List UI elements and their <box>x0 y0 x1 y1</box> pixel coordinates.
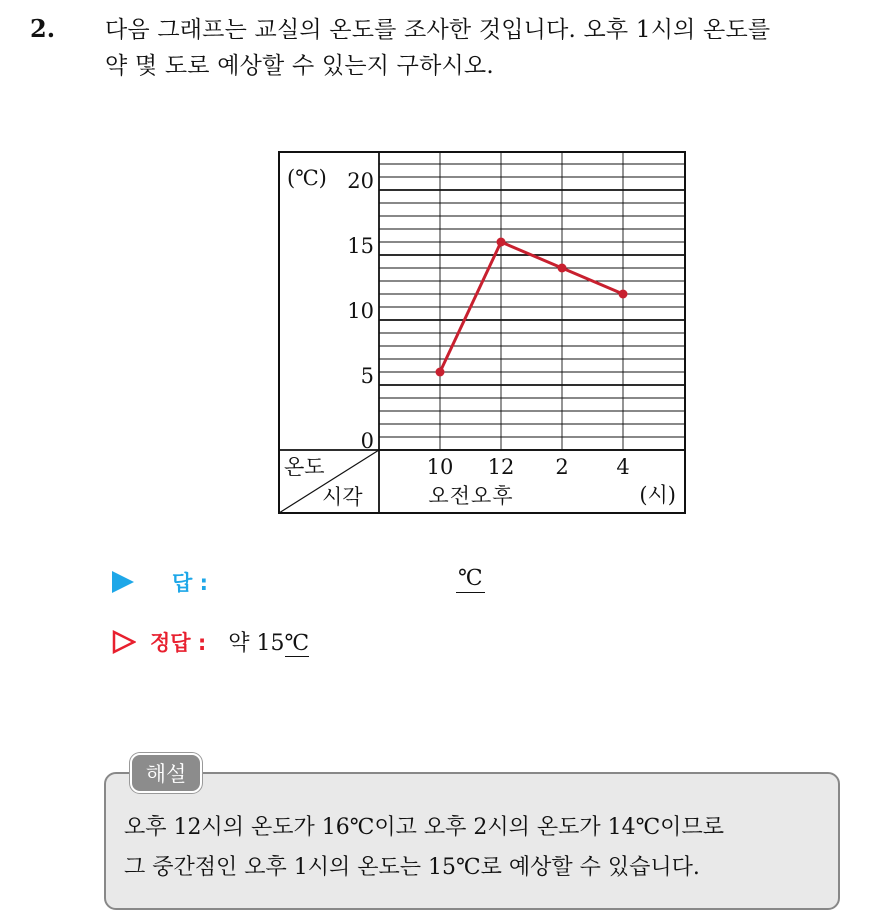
y-tick-label: 5 <box>360 364 374 388</box>
data-point <box>619 290 628 299</box>
correct-answer-label: 정답 : <box>150 630 207 655</box>
correct-answer-value <box>228 626 309 657</box>
header-time-label: 시각 <box>322 485 363 509</box>
answer-label: 답 : <box>172 571 208 595</box>
question-line-1: 다음 그래프는 교실의 온도를 조사한 것입니다. 오후 1시의 온도를 <box>105 17 771 43</box>
explanation-line-2: 그 중간점인 오후 1시의 온도는 15℃로 예상할 수 있습니다. <box>124 855 700 880</box>
explanation-line-1: 오후 12시의 온도가 16℃이고 오후 2시의 온도가 14℃이므로 <box>124 815 724 840</box>
y-axis-unit: (℃) <box>287 166 327 190</box>
y-tick-label: 0 <box>360 429 374 453</box>
y-tick-label: 10 <box>347 299 374 323</box>
y-tick-label: 15 <box>347 234 374 258</box>
y-tick-label: 20 <box>347 169 374 193</box>
correct-answer-unit: ℃ <box>284 631 310 656</box>
header-temperature-label: 온도 <box>284 455 325 479</box>
x-tick-label: 2 <box>555 455 569 479</box>
answer-unit[interactable]: ℃ <box>458 566 483 591</box>
explanation-text <box>124 808 724 888</box>
am-pm-label: 오전오후 <box>428 484 514 508</box>
question-number: 2. <box>30 14 56 43</box>
data-point <box>436 368 445 377</box>
x-tick-label: 12 <box>487 455 515 479</box>
data-point <box>558 264 567 273</box>
correct-answer-prefix: 약 15 <box>228 631 285 656</box>
answer-row <box>112 567 208 597</box>
question-line-2: 약 몇 도로 예상할 수 있는지 구하시오. <box>105 53 494 79</box>
x-tick-label: 10 <box>426 455 454 479</box>
correct-answer-row <box>112 626 309 657</box>
outline-triangle-icon <box>112 630 136 654</box>
x-axis-unit: (시) <box>639 483 676 507</box>
play-triangle-icon <box>112 571 134 593</box>
x-tick-label: 4 <box>616 455 630 479</box>
explanation-tab: 해설 <box>130 753 202 793</box>
data-point <box>497 238 506 247</box>
